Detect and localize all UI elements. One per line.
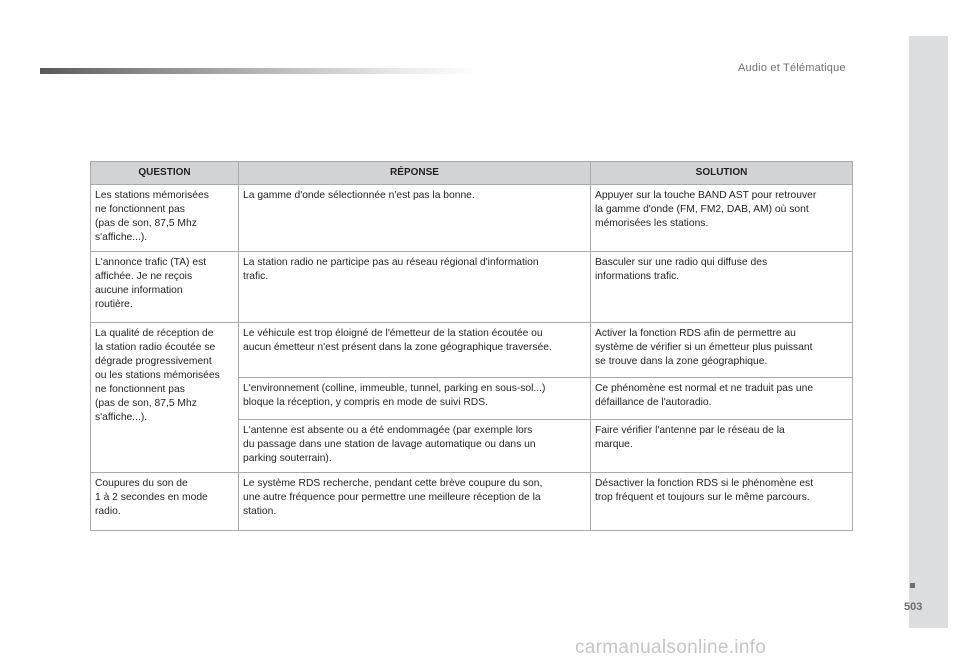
reponse-cell: L'antenne est absente ou a été endommagée (par exemple lors du passage dans une station de lavage automatique ou dans un parking souterrain). [239, 420, 591, 473]
column-header-reponse: RÉPONSE [239, 162, 591, 185]
solution-cell: Faire vérifier l'antenne par le réseau de la marque. [591, 420, 853, 473]
column-header-solution: SOLUTION [591, 162, 853, 185]
table-row [91, 185, 853, 252]
page-number: 503 [904, 601, 923, 613]
question-cell: L'annonce trafic (TA) est affichée. Je ne reçois aucune information routière. [91, 252, 239, 323]
table-row [91, 323, 853, 378]
solution-cell: Désactiver la fonction RDS si le phénomène est trop fréquent et toujours sur le même parcours. [591, 473, 853, 531]
reponse-cell: Le système RDS recherche, pendant cette brève coupure du son, une autre fréquence pour permettre une meilleure réception de la station. [239, 473, 591, 531]
table-row [91, 252, 853, 323]
solution-cell: Activer la fonction RDS afin de permettre au système de vérifier si un émetteur plus puissant se trouve dans la zone géographique. [591, 323, 853, 378]
column-header-question: QUESTION [91, 162, 239, 185]
solution-cell: Basculer sur une radio qui diffuse des informations trafic. [591, 252, 853, 323]
solution-cell: Ce phénomène est normal et ne traduit pas une défaillance de l'autoradio. [591, 378, 853, 420]
watermark: carmanualsonline.info [575, 637, 767, 658]
question-cell: Coupures du son de 1 à 2 secondes en mode radio. [91, 473, 239, 531]
section-title: Audio et Télématique [738, 62, 846, 74]
reponse-cell: L'environnement (colline, immeuble, tunnel, parking en sous-sol...) bloque la réception, y compris en mode de suivi RDS. [239, 378, 591, 420]
header-gradient-bar [40, 68, 480, 74]
question-cell: La qualité de réception de la station radio écoutée se dégrade progressivement ou les stations mémorisées ne fonctionnent pas (pas de son, 87,5 Mhz s'affiche...). [91, 323, 239, 473]
table-header-row [91, 162, 853, 185]
reponse-cell: Le véhicule est trop éloigné de l'émetteur de la station écoutée ou aucun émetteur n'est présent dans la zone géographique traversée. [239, 323, 591, 378]
reponse-cell: La station radio ne participe pas au réseau régional d'information trafic. [239, 252, 591, 323]
troubleshooting-table [90, 161, 853, 531]
page-marker-square [910, 583, 915, 588]
question-cell: Les stations mémorisées ne fonctionnent pas (pas de son, 87,5 Mhz s'affiche...). [91, 185, 239, 252]
table-row [91, 473, 853, 531]
side-tab-strip [909, 36, 948, 628]
solution-cell: Appuyer sur la touche BAND AST pour retrouver la gamme d'onde (FM, FM2, DAB, AM) où sont mémorisées les stations. [591, 185, 853, 252]
reponse-cell: La gamme d'onde sélectionnée n'est pas la bonne. [239, 185, 591, 252]
